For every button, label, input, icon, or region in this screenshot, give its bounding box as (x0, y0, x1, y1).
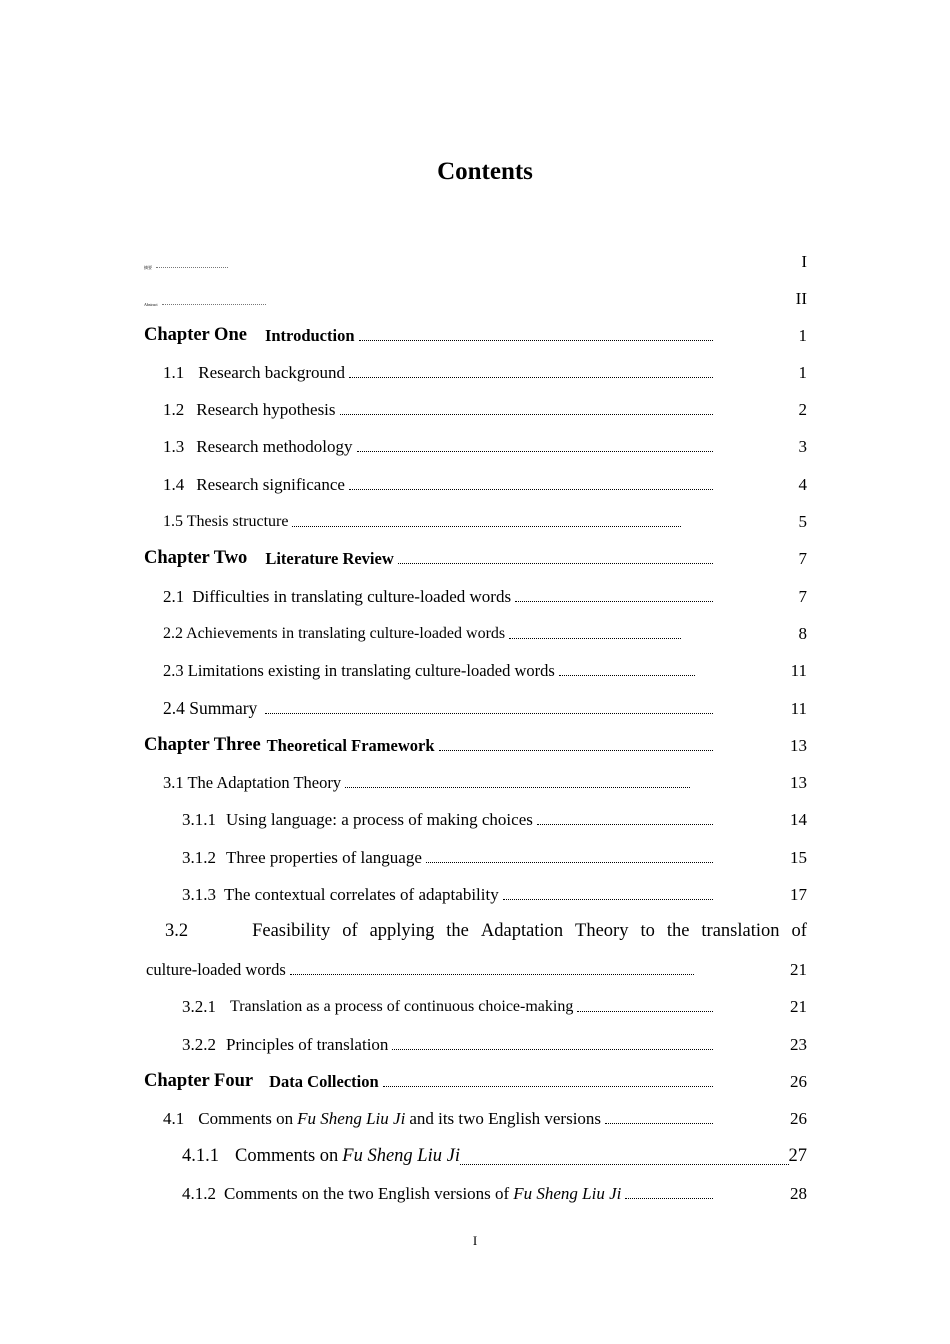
toc-leader-dots (515, 601, 713, 602)
toc-page-number: 7 (798, 587, 807, 606)
toc-page-number: 26 (790, 1072, 807, 1091)
toc-page-number: 13 (790, 736, 807, 755)
toc-leader-dots (357, 451, 713, 452)
toc-entry-3-2-2[interactable] (182, 1023, 807, 1053)
toc-page-number: 17 (790, 885, 807, 904)
section-number: 3.2 (165, 920, 189, 941)
toc-leader-dots (349, 377, 713, 378)
section-title-word: translation (701, 920, 780, 941)
toc-page-number: 26 (790, 1109, 807, 1128)
toc-page-number: 27 (788, 1145, 807, 1166)
toc-entry-abstract-en[interactable] (144, 277, 807, 307)
section-title: Translation as a process of continuous choice-making (230, 998, 574, 1015)
toc-entry-label: 摘要 (144, 265, 152, 270)
toc-leader-dots (349, 489, 713, 490)
section-title: Research background (198, 363, 346, 382)
toc-leader-dots (426, 862, 713, 863)
section-title-prefix: Comments on (198, 1109, 294, 1128)
toc-page-number: 3 (798, 437, 807, 456)
toc-page-number: 1 (798, 326, 807, 345)
toc-page-number: 14 (790, 810, 807, 829)
section-title-prefix: Comments on the two English versions of (224, 1184, 510, 1203)
toc-leader-dots (503, 899, 713, 900)
toc-entry-4-1[interactable] (163, 1097, 807, 1127)
toc-entry-chapter-three[interactable] (144, 724, 807, 754)
toc-entry-1-3[interactable] (163, 425, 807, 455)
toc-entry-abstract-cn[interactable] (144, 240, 807, 270)
page-footer-number: I (472, 1233, 478, 1248)
section-title-word: of (791, 920, 807, 941)
section-title-word: to (640, 920, 655, 941)
toc-entry-3-2-continued[interactable] (146, 948, 807, 978)
section-title: culture-loaded words (146, 959, 286, 979)
section-number: 3.1.1 (182, 810, 216, 829)
chapter-title: Literature Review (265, 548, 394, 568)
toc-page-number: 5 (798, 512, 807, 531)
section-number: 1.3 (163, 437, 185, 456)
section-number: 3.1.3 (182, 885, 216, 904)
section-title: The contextual correlates of adaptability (224, 885, 499, 904)
section-title: 3.1 The Adaptation Theory (163, 772, 342, 792)
toc-leader-dots (359, 340, 713, 341)
toc-leader-dots (383, 1086, 713, 1087)
section-title-word: Theory (575, 920, 629, 941)
section-title: 2.4 Summary (163, 697, 258, 718)
section-title-word: of (342, 920, 358, 941)
section-number: 4.1.2 (182, 1184, 216, 1203)
toc-page-number: 8 (798, 624, 807, 643)
section-title-word: applying (369, 920, 435, 941)
toc-entry-3-1[interactable] (163, 761, 807, 791)
toc-leader-dots (292, 526, 680, 527)
section-number: 3.2.1 (182, 997, 216, 1016)
section-title: Research methodology (196, 437, 353, 456)
book-title: Fu Sheng Liu Ji (513, 1184, 622, 1203)
toc-leader-dots (290, 974, 694, 975)
toc-page-number: 21 (790, 960, 807, 979)
section-number: 4.1.1 (182, 1145, 219, 1166)
section-number: 2.1 (163, 587, 185, 606)
section-number: 1.4 (163, 475, 185, 494)
toc-entry-4-1-2[interactable] (182, 1172, 807, 1202)
section-title: Using language: a process of making choices (226, 810, 533, 829)
toc-leader-dots (509, 638, 680, 639)
toc-entry-1-2[interactable] (163, 388, 807, 418)
toc-page-number: 13 (790, 773, 807, 792)
section-title: Research significance (196, 475, 345, 494)
toc-leader-dots (577, 1011, 713, 1012)
toc-entry-3-2[interactable] (165, 910, 807, 940)
toc-page-number: 4 (798, 475, 807, 494)
toc-entry-chapter-one[interactable] (144, 314, 807, 344)
section-number: 1.2 (163, 400, 185, 419)
toc-leader-dots (340, 414, 713, 415)
toc-entry-1-4[interactable] (163, 463, 807, 493)
section-number: 4.1 (163, 1109, 185, 1128)
chapter-title: Data Collection (269, 1071, 379, 1091)
toc-page-number: 7 (798, 549, 807, 568)
section-number: 3.2.2 (182, 1035, 216, 1054)
chapter-number: Chapter One (144, 324, 247, 345)
toc-leader-dots (392, 1049, 713, 1050)
chapter-number: Chapter Three (144, 734, 261, 755)
toc-leader-dots (605, 1123, 713, 1124)
toc-leader-dots (156, 267, 228, 268)
section-title-word: Adaptation (480, 920, 564, 941)
toc-page-number: 23 (790, 1035, 807, 1054)
toc-page-number: 2 (798, 400, 807, 419)
toc-leader-dots (460, 1164, 789, 1165)
chapter-title: Introduction (264, 325, 355, 345)
section-number: 3.1.2 (182, 848, 216, 867)
section-title-suffix: and its two English versions (409, 1109, 602, 1128)
book-title: Fu Sheng Liu Ji (297, 1109, 406, 1128)
toc-entry-2-1[interactable] (163, 575, 807, 605)
toc-leader-dots (559, 675, 695, 676)
toc-leader-dots (345, 787, 690, 788)
section-title: Difficulties in translating culture-loaded words (192, 587, 512, 606)
chapter-number: Chapter Four (144, 1070, 254, 1091)
toc-leader-dots (265, 713, 713, 714)
toc-leader-dots (162, 304, 266, 305)
toc-leader-dots (537, 824, 713, 825)
toc-page-number: 11 (790, 699, 807, 718)
toc-page-number: 21 (790, 997, 807, 1016)
toc-entry-3-1-2[interactable] (182, 836, 807, 866)
toc-leader-dots (625, 1198, 713, 1199)
section-title-word: Feasibility (252, 920, 331, 941)
toc-page-number: 15 (790, 848, 807, 867)
section-title: 1.5 Thesis structure (163, 513, 289, 530)
section-title: Research hypothesis (196, 400, 336, 419)
toc-entry-3-1-3[interactable] (182, 873, 807, 903)
toc-entry-3-2-1[interactable] (182, 985, 807, 1015)
toc-entry-1-1[interactable] (163, 351, 807, 381)
toc-entry-chapter-four[interactable] (144, 1060, 807, 1090)
section-number: 1.1 (163, 363, 185, 382)
section-title: Principles of translation (226, 1035, 389, 1054)
page-title: Contents (437, 158, 533, 185)
section-title: Three properties of language (226, 848, 422, 867)
toc-entry-3-1-1[interactable] (182, 798, 807, 828)
toc-page-number: 11 (790, 661, 807, 680)
toc-leader-dots (398, 563, 713, 564)
toc-entry-label: Abstract (144, 302, 158, 307)
book-title: Fu Sheng Liu Ji (342, 1145, 460, 1166)
toc-page-number: I (801, 252, 807, 271)
toc-entry-2-3[interactable] (163, 649, 807, 679)
toc-entry-2-4[interactable] (163, 687, 807, 717)
section-title: 2.2 Achievements in translating culture-loaded words (163, 625, 506, 642)
chapter-number: Chapter Two (144, 547, 248, 568)
toc-entry-chapter-two[interactable] (144, 537, 807, 567)
section-title-word: the (446, 920, 469, 941)
toc-page-number: 28 (790, 1184, 807, 1203)
toc-entry-4-1-1[interactable] (182, 1135, 807, 1165)
chapter-title: Theoretical Framework (266, 735, 435, 755)
section-title-word: the (666, 920, 690, 941)
section-title-prefix: Comments on (235, 1145, 339, 1166)
toc-entry-1-5[interactable] (163, 500, 807, 530)
toc-page-number: 1 (798, 363, 807, 382)
toc-page-number: II (795, 289, 807, 308)
toc-leader-dots (439, 750, 713, 751)
toc-entry-2-2[interactable] (163, 612, 807, 642)
section-title: 2.3 Limitations existing in translating culture-loaded words (163, 660, 555, 680)
